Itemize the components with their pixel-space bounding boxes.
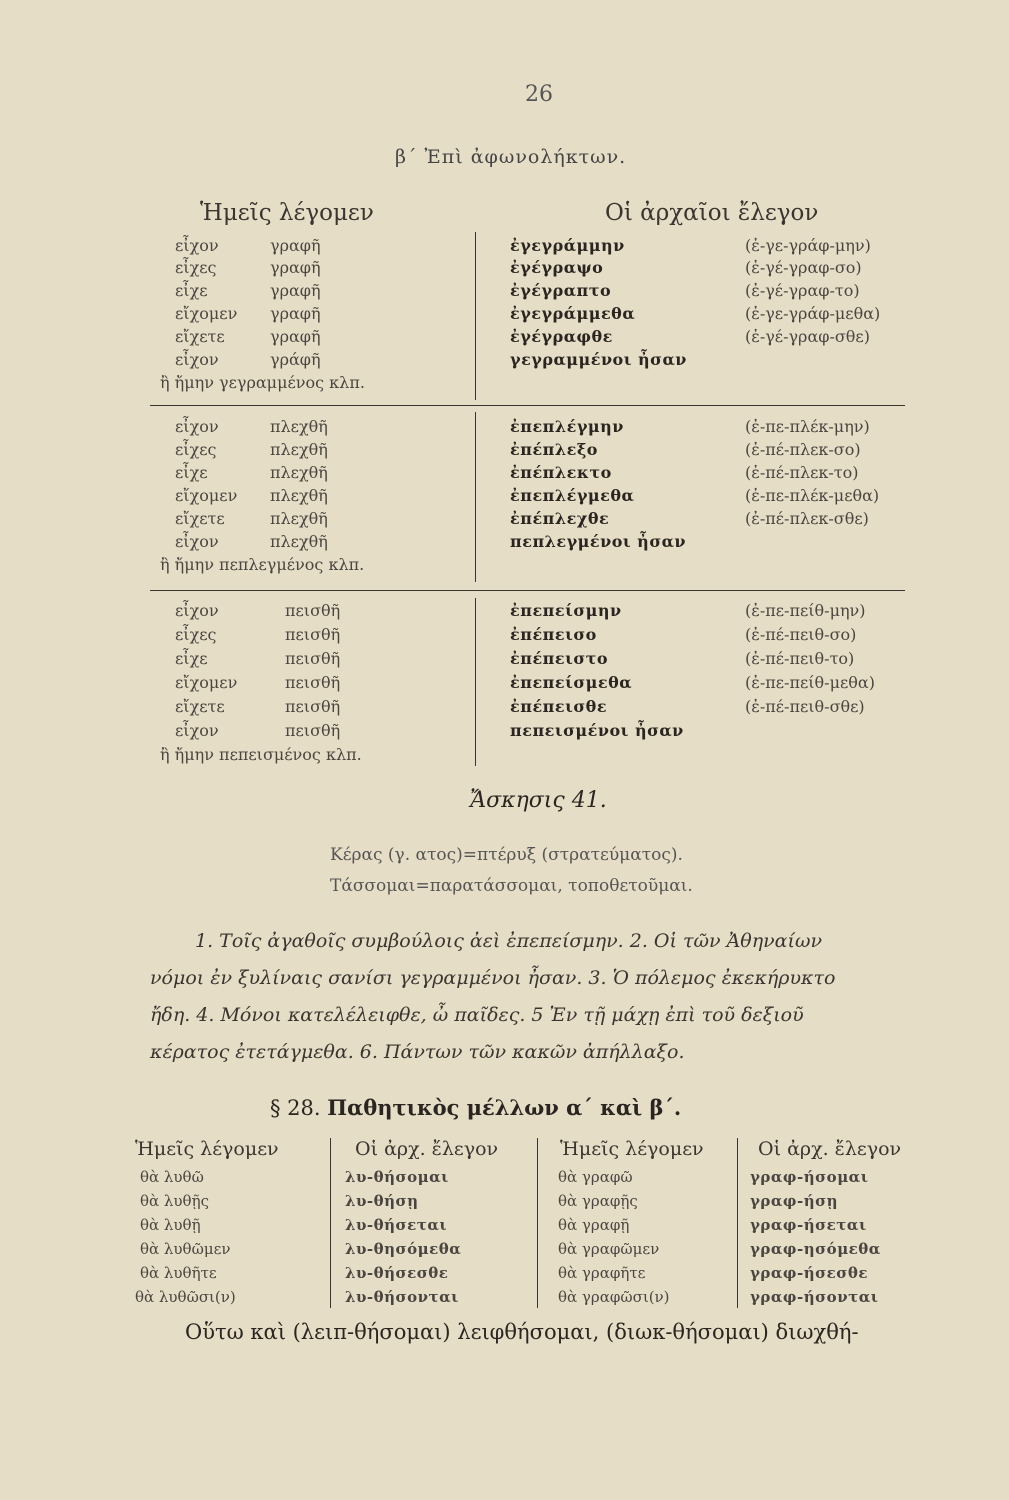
ancient-form: ἐπεπείσμην [510, 601, 622, 620]
modern-verb: πλεχθῆ [270, 463, 328, 482]
ancient-form: ἐπέπλεκτο [510, 463, 612, 482]
modern-verb: εἶχε [175, 649, 208, 668]
b2-cell: θὰ γραφῆτε [558, 1264, 646, 1282]
gloss-line: Κέρας (γ. ατος)=πτέρυξ (στρατεύματος). [330, 845, 683, 865]
b2-cell: γραφ-ήσεται [750, 1216, 867, 1234]
modern-verb: εἴχετε [175, 327, 225, 346]
b2-cell: θὰ γραφῶ [558, 1168, 633, 1186]
b2-cell: γραφ-ήσονται [750, 1288, 879, 1306]
morph-analysis: (ἐ-πε-πλέκ-μην) [745, 417, 870, 436]
b2-divider [330, 1138, 331, 1308]
morph-analysis: (ἐ-πέ-πειθ-σθε) [745, 697, 865, 716]
b2-cell: γραφ-ήσομαι [750, 1168, 869, 1186]
closing-line: Οὕτω καὶ (λειπ-θήσομαι) λειφθήσομαι, (διωκ-θήσομαι) διωχθή- [185, 1320, 859, 1344]
ancient-form: πεπεισμένοι ἦσαν [510, 721, 684, 740]
modern-verb: γραφῆ [270, 236, 321, 255]
modern-verb: εἴχετε [175, 697, 225, 716]
section-title: Παθητικὸς μέλλων α΄ καὶ β΄. [327, 1095, 682, 1120]
ancient-form: ἐπεπλέγμην [510, 417, 624, 436]
b2-cell: θὰ γραφῶσι(ν) [558, 1288, 670, 1306]
modern-verb: εἶχον [175, 350, 219, 369]
b2-header: Ἡμεῖς λέγομεν [135, 1138, 279, 1160]
b2-cell: γραφ-ήσεσθε [750, 1264, 868, 1282]
modern-verb: πλεχθῆ [270, 417, 328, 436]
ancient-form: ἐπεπείσμεθα [510, 673, 633, 692]
b2-cell: γραφ-ήσῃ [750, 1192, 839, 1210]
morph-analysis: (ἐ-πε-πείθ-μεθα) [745, 673, 875, 692]
b2-cell: θὰ λυθῶ [140, 1168, 204, 1186]
modern-verb: γραφῆ [270, 327, 321, 346]
b2-cell: θὰ λυθῇς [140, 1192, 209, 1210]
modern-verb: εἶχον [175, 532, 219, 551]
ancient-form: πεπλεγμένοι ἦσαν [510, 532, 687, 551]
morph-analysis: (ἐ-γέ-γραφ-σθε) [745, 327, 870, 346]
modern-verb: πεισθῆ [285, 721, 341, 740]
morph-analysis: (ἐ-γέ-γραφ-το) [745, 281, 860, 300]
b2-cell: λυ-θήσεσθε [345, 1264, 449, 1282]
ancient-form: ἐπέπλεχθε [510, 509, 610, 528]
modern-verb: πλεχθῆ [270, 440, 328, 459]
b2-divider [737, 1138, 738, 1308]
exercise-line: νόμοι ἐν ξυλίναις σανίσι γεγραμμένοι ἦσαν. 3. Ὁ πόλεμος ἐκεκήρυκτο [150, 967, 836, 989]
table-divider [475, 232, 476, 400]
ancient-form: ἐγέγραπτο [510, 281, 612, 300]
subheading: β΄ Ἐπὶ ἀφωνολήκτων. [395, 146, 627, 168]
b2-cell: θὰ λυθῶμεν [140, 1240, 231, 1258]
morph-analysis: (ἐ-γε-γράφ-μην) [745, 236, 871, 255]
modern-verb: εἴχομεν [175, 304, 238, 323]
morph-analysis: (ἐ-πέ-πειθ-σο) [745, 625, 857, 644]
b2-cell: λυ-θήσομαι [345, 1168, 449, 1186]
col-right-header: Οἱ ἀρχαῖοι ἔλεγον [605, 200, 819, 226]
modern-verb: εἶχον [175, 601, 219, 620]
modern-verb: πεισθῆ [285, 673, 341, 692]
modern-verb: γραφῆ [270, 258, 321, 277]
exercise-line: κέρατος ἐτετάγμεθα. 6. Πάντων τῶν κακῶν ἀπήλλαξο. [150, 1041, 685, 1063]
b2-cell: θὰ λυθῇ [140, 1216, 201, 1234]
ancient-form: ἐγέγραψο [510, 258, 604, 277]
modern-verb: πεισθῆ [285, 601, 341, 620]
table-rule [150, 405, 905, 406]
b2-cell: θὰ γραφῇς [558, 1192, 638, 1210]
b2-cell: λυ-θησόμεθα [345, 1240, 462, 1258]
exercise-title: Ἄσκησις 41. [470, 788, 607, 813]
modern-verb: πεισθῆ [285, 625, 341, 644]
modern-verb: εἶχες [175, 258, 217, 277]
modern-verb: εἶχες [175, 440, 217, 459]
modern-verb: πλεχθῆ [270, 509, 328, 528]
b2-divider [537, 1138, 538, 1308]
b2-cell: θὰ γραφῇ [558, 1216, 630, 1234]
exercise-line: ἤδη. 4. Μόνοι κατελέλειφθε, ὦ παῖδες. 5 Ἐν τῇ μάχῃ ἐπὶ τοῦ δεξιοῦ [150, 1004, 804, 1026]
ancient-form: ἐπέπεισθε [510, 697, 608, 716]
modern-verb: πεισθῆ [285, 649, 341, 668]
ancient-form: ἐγεγράμμεθα [510, 304, 636, 323]
section-mark: § 28. [270, 1096, 321, 1120]
ancient-form: ἐπέπειστο [510, 649, 609, 668]
table-rule [150, 590, 905, 591]
modern-verb: γραφῆ [270, 281, 321, 300]
b2-cell: λυ-θήσονται [345, 1288, 459, 1306]
modern-verb: εἴχετε [175, 509, 225, 528]
b2-cell: λυ-θήσῃ [345, 1192, 419, 1210]
modern-verb: πλεχθῆ [270, 532, 328, 551]
modern-periphrasis: ἢ ἤμην γεγραμμένος κλπ. [160, 373, 365, 392]
modern-verb: εἶχε [175, 463, 208, 482]
b2-header: Οἱ ἀρχ. ἔλεγον [758, 1138, 902, 1160]
ancient-form: ἐπεπλέγμεθα [510, 486, 635, 505]
modern-verb: εἶχε [175, 281, 208, 300]
morph-analysis: (ἐ-πέ-πλεκ-το) [745, 463, 859, 482]
modern-periphrasis: ἢ ἤμην πεπεισμένος κλπ. [160, 745, 362, 764]
b2-cell: θὰ γραφῶμεν [558, 1240, 660, 1258]
morph-analysis: (ἐ-πε-πείθ-μην) [745, 601, 866, 620]
exercise-line: 1. Τοῖς ἀγαθοῖς συμβούλοις ἀεὶ ἐπεπείσμην. 2. Οἱ τῶν Ἀθηναίων [195, 930, 822, 952]
morph-analysis: (ἐ-γε-γράφ-μεθα) [745, 304, 881, 323]
ancient-form: ἐγεγράμμην [510, 236, 625, 255]
b2-cell: γραφ-ησόμεθα [750, 1240, 881, 1258]
modern-verb: εἴχομεν [175, 486, 238, 505]
morph-analysis: (ἐ-πέ-πλεκ-σθε) [745, 509, 869, 528]
ancient-form: ἐγέγραφθε [510, 327, 613, 346]
modern-periphrasis: ἢ ἤμην πεπλεγμένος κλπ. [160, 555, 365, 574]
morph-analysis: (ἐ-πε-πλέκ-μεθα) [745, 486, 880, 505]
modern-verb: πλεχθῆ [270, 486, 328, 505]
modern-verb: γράφῆ [270, 350, 321, 369]
ancient-form: γεγραμμένοι ἦσαν [510, 350, 687, 369]
b2-cell: λυ-θήσεται [345, 1216, 448, 1234]
morph-analysis: (ἐ-πέ-πειθ-το) [745, 649, 855, 668]
modern-verb: πεισθῆ [285, 697, 341, 716]
modern-verb: γραφῆ [270, 304, 321, 323]
b2-cell: θὰ λυθῶσι(ν) [135, 1288, 236, 1306]
modern-verb: εἶχον [175, 721, 219, 740]
section-heading [270, 1095, 681, 1120]
modern-verb: εἴχομεν [175, 673, 238, 692]
table-divider [475, 598, 476, 766]
modern-verb: εἶχες [175, 625, 217, 644]
col-left-header: Ἡμεῖς λέγομεν [200, 200, 374, 226]
morph-analysis: (ἐ-γέ-γραφ-σο) [745, 258, 862, 277]
modern-verb: εἶχον [175, 417, 219, 436]
b2-cell: θὰ λυθῆτε [140, 1264, 217, 1282]
page-number: 26 [525, 82, 553, 107]
morph-analysis: (ἐ-πέ-πλεκ-σο) [745, 440, 861, 459]
b2-header: Οἱ ἀρχ. ἔλεγον [355, 1138, 499, 1160]
modern-verb: εἶχον [175, 236, 219, 255]
table-divider [475, 412, 476, 582]
ancient-form: ἐπέπλεξο [510, 440, 598, 459]
ancient-form: ἐπέπεισο [510, 625, 597, 644]
b2-header: Ἡμεῖς λέγομεν [560, 1138, 704, 1160]
gloss-line: Τάσσομαι=παρατάσσομαι, τοποθετοῦμαι. [330, 876, 693, 896]
